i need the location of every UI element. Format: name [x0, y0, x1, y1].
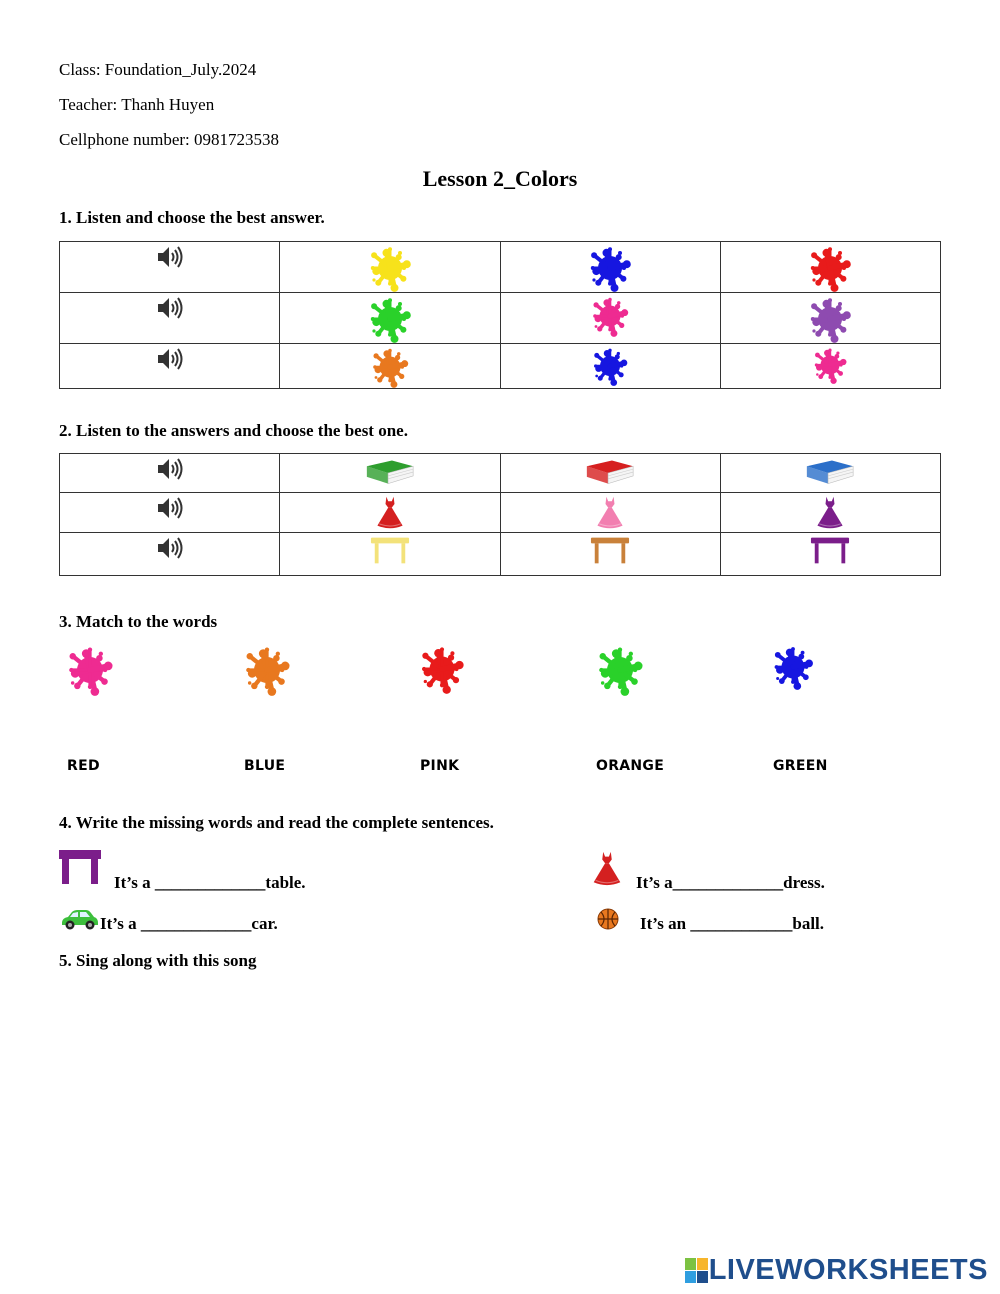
ex2-option[interactable]: [280, 493, 500, 533]
class-line: Class: Foundation_July.2024: [59, 60, 257, 79]
ex2-option[interactable]: [280, 454, 500, 493]
speaker-icon[interactable]: [156, 295, 184, 326]
match-word-green[interactable]: GREEN: [773, 758, 828, 774]
match-splat-3[interactable]: [417, 644, 467, 699]
ex2-option[interactable]: [720, 493, 940, 533]
ex2-option[interactable]: [500, 533, 720, 576]
book-icon: [583, 456, 637, 490]
dress-icon: [589, 850, 625, 893]
ex1-option[interactable]: [500, 344, 720, 389]
ex1-audio-cell: [60, 293, 280, 344]
speaker-icon[interactable]: [156, 244, 184, 275]
paint-splat-icon: [811, 346, 849, 384]
paint-splat-icon: [589, 295, 631, 337]
ex1-option[interactable]: [720, 293, 940, 344]
ex1-audio-cell: [60, 344, 280, 389]
ex2-option[interactable]: [720, 533, 940, 576]
ex2-audio-cell: [60, 454, 280, 493]
speaker-icon[interactable]: [156, 346, 184, 377]
teacher-line: Teacher: Thanh Huyen: [59, 95, 215, 114]
dress-icon: [813, 495, 847, 531]
paint-splat-icon: [594, 644, 646, 696]
phone-line: Cellphone number: 0981723538: [59, 130, 280, 149]
section-1-heading: 1. Listen and choose the best answer.: [59, 208, 325, 227]
match-splat-2[interactable]: [241, 644, 293, 701]
match-word-blue[interactable]: BLUE: [244, 758, 286, 774]
sentence-3: It’s a _____________car.: [100, 914, 278, 933]
ex2-option[interactable]: [720, 454, 940, 493]
match-word-orange[interactable]: ORANGE: [596, 758, 665, 774]
ex2-audio-cell: [60, 493, 280, 533]
paint-splat-icon: [366, 295, 414, 343]
ex2-option[interactable]: [500, 454, 720, 493]
exercise-1-table: [59, 241, 941, 389]
paint-splat-icon: [64, 644, 116, 696]
paint-splat-icon: [806, 244, 854, 292]
logo-text: LIVEWORKSHEETS: [708, 1254, 988, 1286]
logo-blocks-icon: [685, 1258, 709, 1284]
sentence-2: It’s a_____________dress.: [636, 873, 825, 892]
paint-splat-icon: [806, 295, 854, 343]
paint-splat-icon: [369, 346, 411, 388]
exercise-2-table: [59, 453, 941, 576]
table-icon: [810, 535, 850, 565]
sentence-4: It’s an ____________ball.: [640, 914, 825, 933]
table-icon: [590, 535, 630, 565]
ex2-option[interactable]: [280, 533, 500, 576]
ex2-audio-cell: [60, 533, 280, 576]
ball-icon: [597, 908, 619, 935]
dress-icon: [589, 850, 625, 888]
ex1-option[interactable]: [500, 293, 720, 344]
paint-splat-icon: [417, 644, 467, 694]
speaker-icon[interactable]: [156, 535, 184, 566]
book-icon: [803, 456, 857, 490]
ex1-audio-cell: [60, 242, 280, 293]
paint-splat-icon: [241, 644, 293, 696]
paint-splat-icon: [770, 644, 816, 690]
section-2-heading: 2. Listen to the answers and choose the best one.: [59, 421, 408, 440]
dress-icon: [373, 495, 407, 531]
page-title: Lesson 2_Colors: [422, 166, 578, 191]
section-3-heading: 3. Match to the words: [59, 612, 218, 631]
ex1-option[interactable]: [720, 344, 940, 389]
ex2-option[interactable]: [500, 493, 720, 533]
ex1-option[interactable]: [720, 242, 940, 293]
ex1-option[interactable]: [280, 242, 500, 293]
match-splat-1[interactable]: [64, 644, 116, 701]
speaker-icon[interactable]: [156, 495, 184, 526]
ex1-option[interactable]: [500, 242, 720, 293]
paint-splat-icon: [590, 346, 630, 386]
ex1-option[interactable]: [280, 344, 500, 389]
speaker-icon[interactable]: [156, 456, 184, 487]
book-icon: [363, 456, 417, 490]
dress-icon: [593, 495, 627, 531]
section-5-heading: 5. Sing along with this song: [59, 951, 257, 970]
sentence-1: It’s a _____________table.: [114, 873, 306, 892]
match-word-pink[interactable]: PINK: [420, 758, 460, 774]
table-icon: [59, 850, 101, 889]
match-splat-4[interactable]: [594, 644, 646, 701]
paint-splat-icon: [366, 244, 414, 292]
car-icon: [59, 909, 99, 936]
match-splat-5[interactable]: [770, 644, 816, 695]
ex1-option[interactable]: [280, 293, 500, 344]
table-icon: [370, 535, 410, 565]
liveworksheets-logo: [685, 1254, 988, 1287]
paint-splat-icon: [586, 244, 634, 292]
match-word-red[interactable]: RED: [67, 758, 100, 774]
section-4-heading: 4. Write the missing words and read the complete sentences.: [59, 813, 494, 832]
